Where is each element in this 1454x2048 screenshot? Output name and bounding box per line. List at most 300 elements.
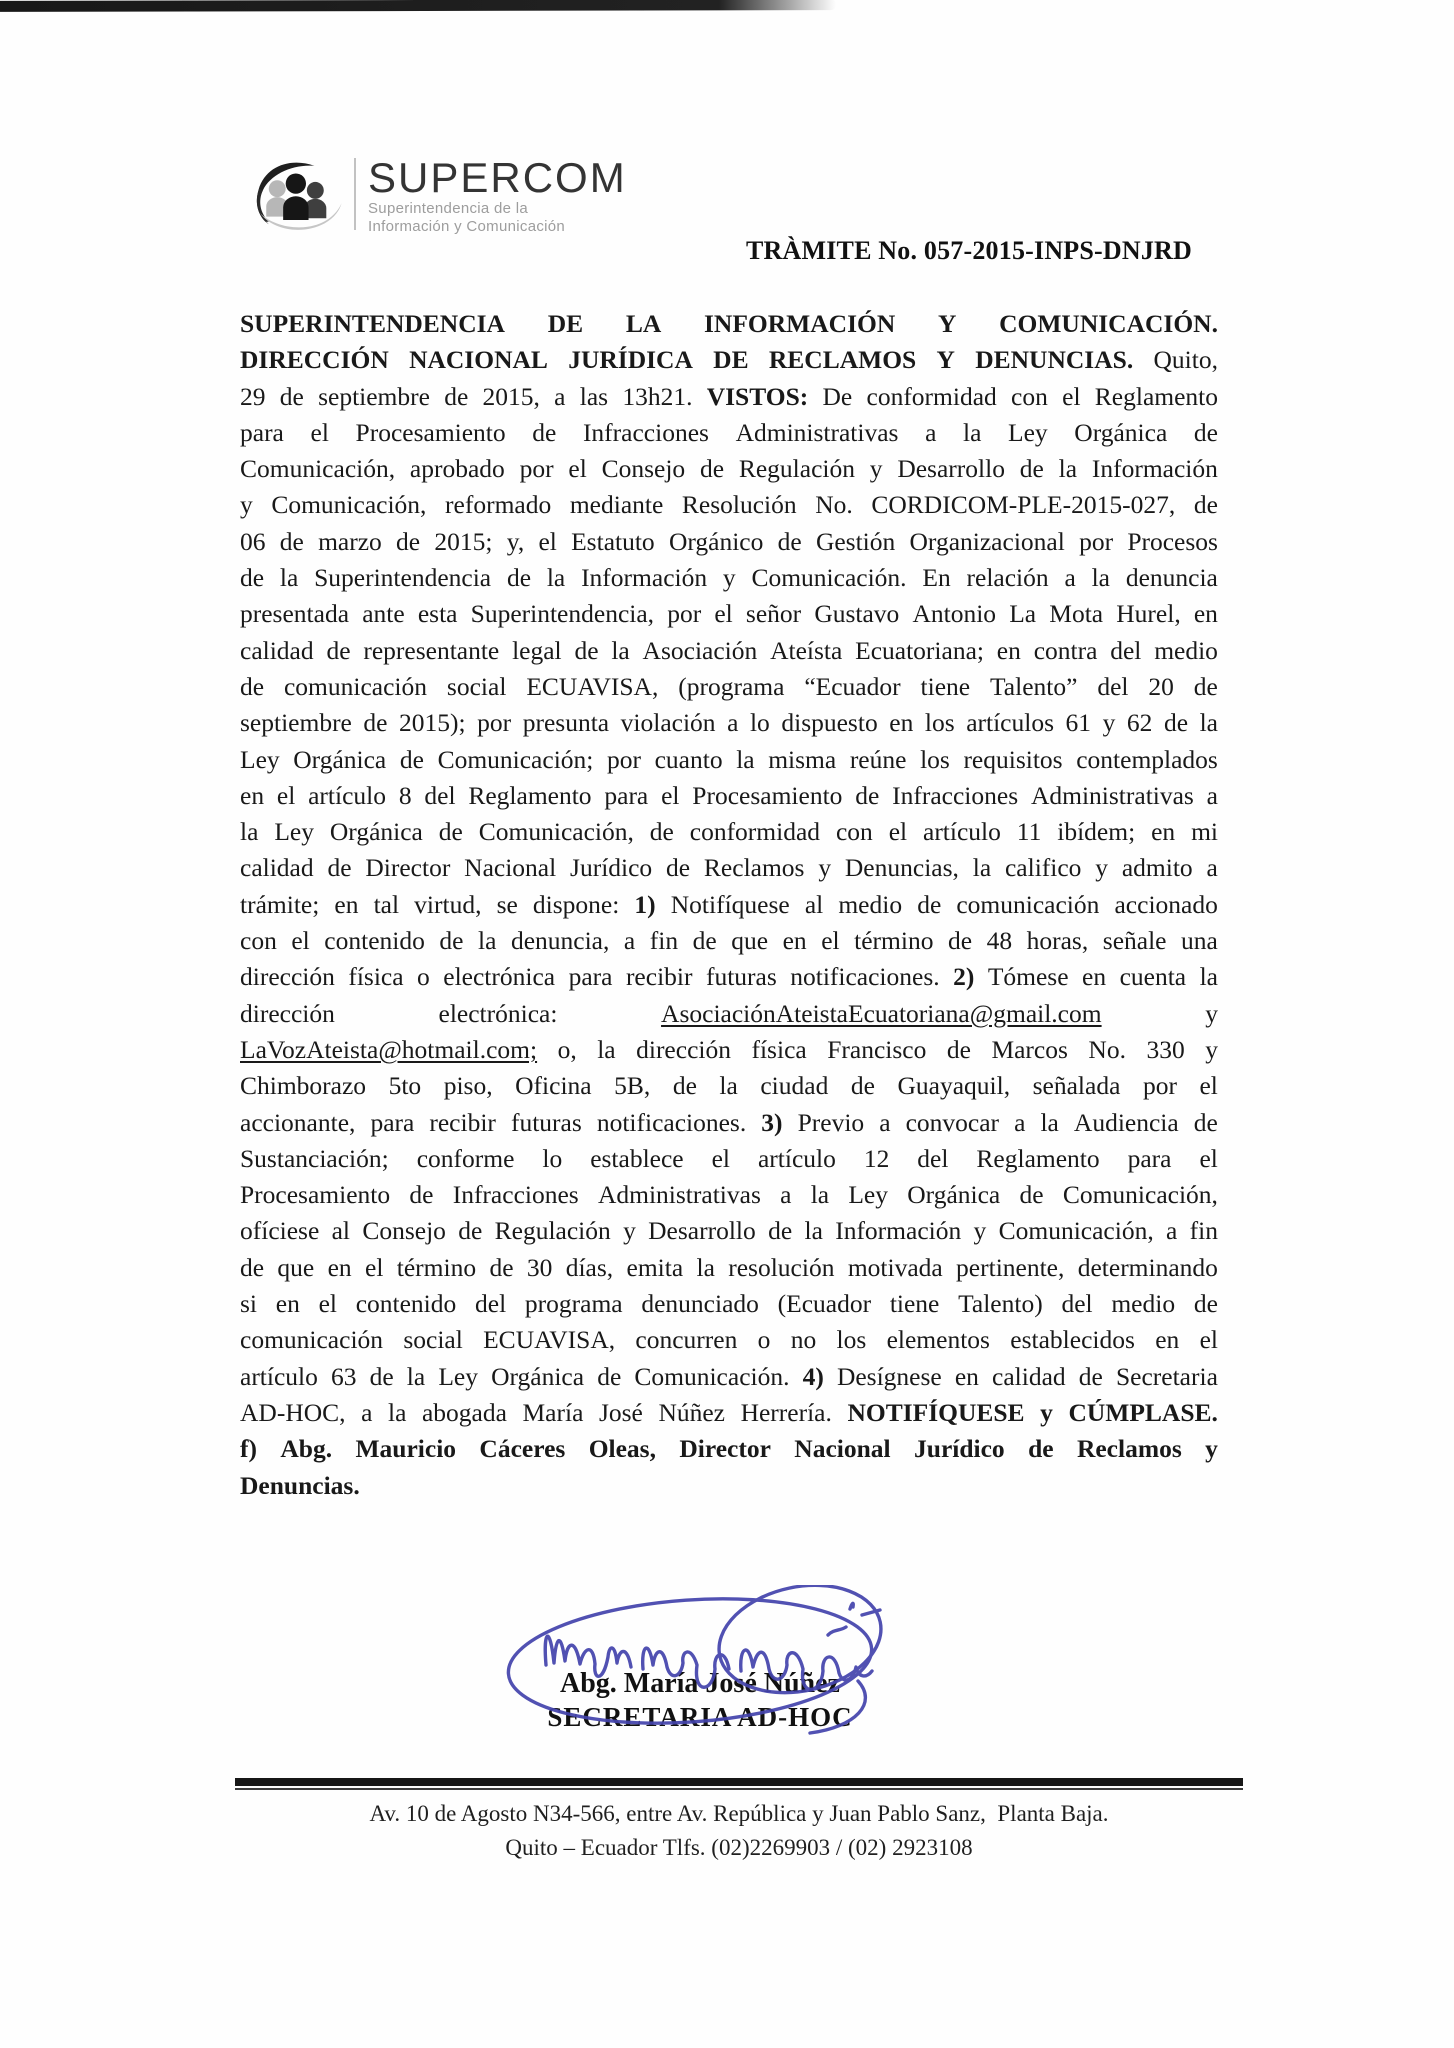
word: determinando (1077, 1252, 1218, 1282)
word: de (396, 526, 421, 556)
word: conforme (416, 1143, 515, 1173)
body-line (240, 1322, 1218, 1358)
word: de (240, 1252, 265, 1282)
word: la (1058, 454, 1078, 484)
word: Antonio (912, 599, 997, 629)
word: el (276, 780, 296, 810)
word: y (818, 853, 832, 883)
word: el (1199, 1143, 1218, 1173)
body-line (240, 487, 1218, 523)
supercom-logo-emblem-icon (240, 156, 350, 240)
word: Jurídico (914, 1434, 1005, 1464)
body-line (240, 959, 1218, 995)
word: Superintendencia (314, 563, 492, 593)
word: Información (581, 563, 708, 593)
word: ofíciese (240, 1216, 320, 1246)
word: en (954, 1361, 979, 1391)
word: la (719, 1071, 738, 1101)
word: lo (749, 708, 770, 738)
word: Estatuto (571, 526, 655, 556)
word: COMUNICACIÓN. (999, 309, 1218, 338)
word: Herrería. (740, 1397, 832, 1427)
word: Orgánica (1074, 417, 1168, 447)
word: notificaciones. (790, 962, 940, 992)
word: o (417, 962, 430, 992)
word: los (924, 708, 955, 738)
word: Director (365, 853, 451, 883)
word: social (403, 1325, 463, 1355)
word: de (326, 635, 351, 665)
word: Administrativas (735, 417, 899, 447)
word: a (623, 926, 636, 956)
word: de (439, 926, 464, 956)
word: a (1206, 853, 1218, 883)
word: Comunicación, (998, 1216, 1154, 1246)
word: y (623, 1216, 636, 1246)
word: artículos (966, 708, 1054, 738)
word: 330 (1146, 1034, 1185, 1064)
word: f) (240, 1434, 257, 1464)
word: del (424, 780, 456, 810)
word: el (711, 1143, 730, 1173)
word: establece (590, 1143, 684, 1173)
word: Talento) (958, 1289, 1043, 1319)
logo-wordmark: SUPERCOM (368, 154, 627, 201)
word: fin (1189, 1216, 1218, 1246)
word: Orgánica (329, 817, 423, 847)
word: mi (1191, 817, 1218, 847)
word: Reglamento (976, 1143, 1100, 1173)
body-line (240, 887, 1218, 923)
word: Comunicación, (240, 454, 396, 484)
word: ECUAVISA, (483, 1325, 616, 1355)
body-line (240, 923, 1218, 959)
word: por (606, 744, 641, 774)
word: No. (815, 490, 853, 520)
email-text: AsociaciónAteistaEcuatoriana@gmail.com (661, 998, 1102, 1028)
word: presentada (240, 599, 350, 629)
word: y (1205, 1034, 1218, 1064)
body-line (240, 596, 1218, 632)
word: misma (768, 744, 837, 774)
word: de (1193, 417, 1218, 447)
word: la (597, 1034, 616, 1064)
body-line (240, 1141, 1218, 1177)
word: con (1011, 381, 1048, 411)
word: de (1193, 671, 1218, 701)
body-line (240, 1250, 1218, 1286)
word: reúne (849, 744, 907, 774)
word: artículo (308, 780, 386, 810)
word: las (579, 381, 609, 411)
word: de (444, 381, 469, 411)
word: aprobado (409, 454, 505, 484)
word: Guayaquil, (897, 1071, 1011, 1101)
word: a (925, 417, 937, 447)
body-line (240, 1286, 1218, 1322)
word: el (365, 1252, 384, 1282)
word: Tómese (987, 962, 1069, 992)
word: social (446, 671, 507, 701)
word: dirección (240, 962, 335, 992)
word: futuras (705, 962, 777, 992)
word: Desígnese (836, 1361, 942, 1391)
body-line (240, 1105, 1218, 1141)
word: Sustanciación; (240, 1143, 389, 1173)
word: 06 (240, 526, 266, 556)
word: la (963, 417, 982, 447)
word: califico (1004, 853, 1082, 883)
word: para (568, 962, 613, 992)
word: Ley (1008, 417, 1048, 447)
body-line (240, 1068, 1218, 1104)
word: una (1181, 926, 1218, 956)
word: al (331, 1216, 351, 1246)
word: denuncia (1125, 563, 1218, 593)
word: JURÍDICA (568, 345, 693, 375)
word: de (1193, 490, 1218, 520)
word: de (768, 1216, 793, 1246)
word: CÚMPLASE. (1068, 1397, 1218, 1427)
word: en (889, 708, 914, 738)
word: en (334, 889, 359, 919)
word: y (973, 1216, 987, 1246)
body-line (240, 306, 1218, 342)
body-line (240, 778, 1218, 814)
word: concurren (635, 1325, 738, 1355)
word: los (920, 744, 950, 774)
word: resolución (728, 1252, 835, 1282)
word: De (822, 381, 853, 411)
word: medio (838, 889, 903, 919)
word: Reglamento (468, 780, 592, 810)
word: lo (542, 1143, 563, 1173)
word: RECLAMOS (768, 345, 917, 375)
word: Organizacional (909, 526, 1065, 556)
word: 2015; (434, 526, 493, 556)
word: trámite; (240, 889, 320, 919)
word: virtud, (414, 889, 482, 919)
word: los (836, 1325, 867, 1355)
logo-divider (354, 158, 356, 230)
email-text: LaVozAteista@hotmail.com; (240, 1034, 538, 1064)
word: si (240, 1289, 258, 1319)
word: de (458, 1216, 483, 1246)
word: recibir (429, 1107, 496, 1137)
word: y (1102, 708, 1116, 738)
word: electrónica: (438, 998, 558, 1028)
document-body-text (240, 306, 1218, 1504)
word: Comunicación, (1062, 1180, 1218, 1210)
word: fin (649, 926, 679, 956)
word: Infracciones (452, 1180, 579, 1210)
word: medio (1111, 1289, 1176, 1319)
word: el (888, 817, 908, 847)
word: electrónica (443, 962, 556, 992)
word: Regulación (738, 454, 855, 484)
word: Reclamos (703, 853, 805, 883)
word: no (790, 1325, 817, 1355)
scan-artifact-bar (0, 0, 836, 12)
word: 2) (953, 962, 975, 992)
word: con (835, 817, 873, 847)
word: del (1110, 635, 1142, 665)
word: Consejo (601, 454, 686, 484)
word: de (327, 853, 352, 883)
word: de (489, 1252, 514, 1282)
word: a (727, 708, 739, 738)
word: por (477, 708, 512, 738)
word: la (388, 1397, 407, 1427)
word: de (1193, 1107, 1218, 1137)
word: Oficina (515, 1071, 592, 1101)
word: de (946, 1034, 971, 1064)
word: y (1205, 1434, 1218, 1464)
word: VISTOS: (706, 381, 809, 411)
word: pertinente, (956, 1252, 1065, 1282)
word: 2015, (482, 381, 540, 411)
word: 4) (802, 1361, 824, 1391)
word: Información (1091, 454, 1218, 484)
body-line (240, 451, 1218, 487)
word: Talento” (990, 671, 1078, 701)
word: Denuncias, (844, 853, 959, 883)
body-line (240, 560, 1218, 596)
word: Jurídico (570, 853, 653, 883)
word: horas, (1026, 926, 1089, 956)
word: para (240, 417, 284, 447)
word: y (1205, 998, 1218, 1028)
body-line (240, 705, 1218, 741)
word: Nacional (794, 1434, 891, 1464)
word: de (279, 381, 304, 411)
word: Procesamiento (240, 1180, 391, 1210)
word: de (409, 1180, 434, 1210)
word: la (810, 1180, 830, 1210)
word: por (519, 454, 554, 484)
word: de (506, 563, 532, 593)
word: tiene (920, 671, 971, 701)
word: (programa (678, 671, 785, 701)
word: dirección (240, 998, 335, 1028)
word: denunciado (641, 1289, 759, 1319)
word: la (804, 1216, 823, 1246)
word: de (240, 563, 265, 593)
word: mediante (569, 490, 664, 520)
word: Consejo (362, 1216, 446, 1246)
word: por (1079, 526, 1114, 556)
word: NOTIFÍQUESE (847, 1397, 1025, 1427)
word: tiene (889, 1289, 940, 1319)
word: de (240, 671, 265, 701)
word: el (821, 926, 840, 956)
word: calidad (240, 635, 314, 665)
word: de (369, 1361, 394, 1391)
word: por (667, 599, 702, 629)
word: María (522, 1397, 584, 1427)
word: el (661, 780, 680, 810)
logo-text-block (368, 156, 627, 236)
footer-contact-line: Quito – Ecuador Tlfs. (02)2269903 / (02) 2923108 (505, 1835, 973, 1860)
word: relación (966, 563, 1049, 593)
word: 5to (388, 1071, 422, 1101)
word: a (554, 381, 566, 411)
word: que (277, 1252, 315, 1282)
word: Procesamiento (355, 417, 506, 447)
word: Y (936, 345, 955, 375)
word: cuenta (1119, 962, 1187, 992)
word: recibir (625, 962, 693, 992)
word: artículo (923, 817, 1001, 847)
word: Notifíquese (670, 889, 790, 919)
word: 1) (634, 889, 656, 919)
word: el (310, 417, 329, 447)
word: la (1199, 708, 1218, 738)
word: Reclamos (1076, 1434, 1182, 1464)
word: Ley (438, 1361, 478, 1391)
word: se (496, 889, 518, 919)
word: de (917, 889, 942, 919)
word: 13h21. (622, 381, 693, 411)
word: Información (835, 1216, 962, 1246)
body-line (240, 379, 1218, 415)
word: de (1193, 1289, 1218, 1319)
word: de (279, 526, 304, 556)
word: calidad (240, 853, 314, 883)
word: para (604, 780, 649, 810)
word: Orgánica (907, 1180, 1001, 1210)
word: a (1014, 1107, 1026, 1137)
word: La (1009, 599, 1037, 629)
word: Gestión (815, 526, 896, 556)
word: CORDICOM-PLE-2015-027, (871, 490, 1176, 520)
word: de (438, 817, 463, 847)
word: INFORMACIÓN (704, 309, 896, 338)
word: Administrativas (1030, 780, 1194, 810)
word: en (996, 635, 1021, 665)
word: reformado (445, 490, 552, 520)
word: física (751, 1034, 807, 1064)
word: 11 (1016, 817, 1042, 847)
word: comunicación (240, 1325, 384, 1355)
word: señor (745, 599, 802, 629)
word: para (370, 1107, 415, 1137)
word: notificaciones. (596, 1107, 747, 1137)
word: 62 (1126, 708, 1153, 738)
word: de (1019, 1180, 1044, 1210)
word: 48 (986, 926, 1013, 956)
word: de (1163, 708, 1189, 738)
word: del (475, 1289, 507, 1319)
word: la (611, 635, 630, 665)
body-line (240, 1395, 1218, 1431)
word: en (1155, 1325, 1180, 1355)
word: Marcos (991, 1034, 1068, 1064)
word: Orgánico (668, 526, 764, 556)
word: (Ecuador (777, 1289, 872, 1319)
word: de (1078, 1361, 1103, 1391)
word: Denuncias. (240, 1470, 360, 1500)
word: Administrativas (597, 1180, 761, 1210)
word: piso, (443, 1071, 493, 1101)
word: DENUNCIAS. (975, 345, 1134, 375)
word: el (538, 526, 557, 556)
body-line (240, 415, 1218, 451)
word: de (855, 780, 880, 810)
word: artículo (240, 1361, 318, 1391)
word: conformidad (866, 381, 997, 411)
word: a (879, 1107, 891, 1137)
word: la (972, 853, 992, 883)
word: y (722, 563, 736, 593)
word: ibídem; (1057, 817, 1136, 847)
word: la (1091, 563, 1110, 593)
word: contenido (324, 926, 425, 956)
word: dispuesto (781, 708, 878, 738)
word: programa (524, 1289, 623, 1319)
word: y (240, 490, 253, 520)
word: representante (363, 635, 500, 665)
word: la (478, 926, 497, 956)
word: de (399, 744, 424, 774)
word: DE (713, 345, 749, 375)
word: accionante, (240, 1107, 356, 1137)
word: Comunicación, (271, 490, 427, 520)
word: abogada (421, 1397, 507, 1427)
word: conformidad (689, 817, 821, 847)
word: la (1199, 962, 1218, 992)
word: a (780, 1180, 792, 1210)
word: 61 (1065, 708, 1092, 738)
word: el (568, 454, 587, 484)
word: NACIONAL (409, 345, 548, 375)
word: establecidos (1010, 1325, 1135, 1355)
body-line (240, 1032, 1218, 1068)
word: Superintendencia, (470, 599, 655, 629)
word: 63 (331, 1361, 357, 1391)
word: Nacional (464, 853, 557, 883)
word: “Ecuador (804, 671, 901, 701)
word: Resolución (681, 490, 797, 520)
word: el (291, 926, 310, 956)
word: en (1193, 599, 1218, 629)
word: física (348, 962, 404, 992)
word: la (1040, 1107, 1059, 1137)
word: o, (557, 1034, 577, 1064)
word: tal (373, 889, 400, 919)
word: Comunicación, (478, 817, 634, 847)
word: y (1095, 853, 1108, 883)
word: de (666, 853, 691, 883)
word: DIRECCIÓN (240, 345, 389, 375)
word: la (696, 1252, 715, 1282)
word: la (736, 744, 755, 774)
word: Procesamiento (692, 780, 843, 810)
word: de (363, 708, 388, 738)
word: ECUAVISA, (526, 671, 659, 701)
word: en (782, 926, 807, 956)
body-line (240, 1213, 1218, 1249)
word: violación (620, 708, 716, 738)
word: SUPERINTENDENCIA (240, 309, 505, 338)
word: Orgánica (491, 1361, 585, 1391)
word: Comunicación; (437, 744, 594, 774)
word: que (731, 926, 769, 956)
word: Cáceres (479, 1434, 566, 1464)
word: legal (512, 635, 562, 665)
word: el (714, 599, 733, 629)
body-line (240, 1468, 1218, 1504)
